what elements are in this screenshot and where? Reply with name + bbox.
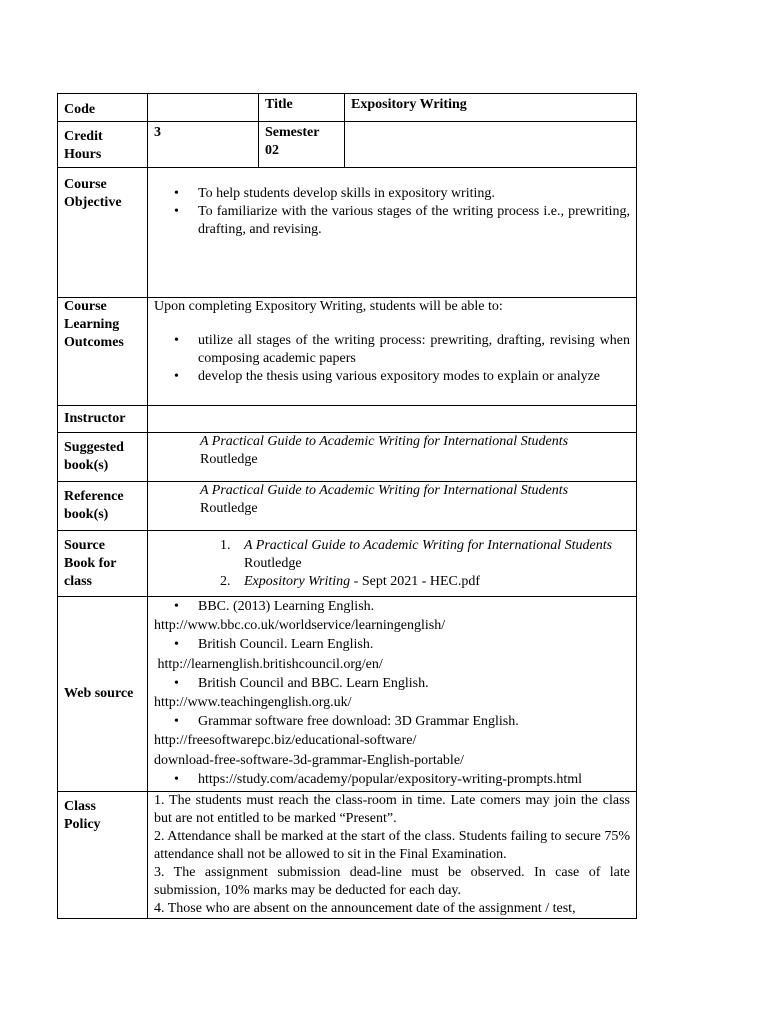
- bullet-icon: •: [174, 599, 179, 614]
- suggested-books-content: [148, 433, 637, 482]
- outcomes-label-line2: Learning: [64, 317, 120, 332]
- row-class-policy: [58, 792, 637, 919]
- source-book-list: [154, 537, 630, 591]
- instructor-label: Instructor: [58, 406, 148, 433]
- row-reference-books: [58, 482, 637, 531]
- row-instructor: [58, 406, 637, 433]
- source-label-line1: Source: [64, 538, 105, 553]
- credit-label-line2: Hours: [64, 147, 102, 162]
- policy-item: 4. Those who are absent on the announcement date of the assignment / test,: [154, 901, 576, 917]
- source-books-label: [58, 531, 148, 597]
- class-policy-label: [58, 792, 148, 919]
- learning-outcomes-content: [148, 298, 637, 406]
- suggested-book-publisher: Routledge: [200, 452, 258, 467]
- policy-item: 1. The students must reach the class-room in time. Late comers may join the class but are not entitled to be marked “Present”.: [154, 793, 630, 827]
- semester-label-line1: Semester: [265, 125, 320, 140]
- source-book-title: A Practical Guide to Academic Writing for International Students: [244, 538, 613, 553]
- policy-label-line1: Class: [64, 799, 96, 815]
- web-source-text[interactable]: https://study.com/academy/popular/expository-writing-prompts.html: [198, 771, 583, 787]
- objective-label-line2: Objective: [64, 195, 122, 210]
- row-course-objective: [58, 168, 637, 298]
- row-learning-outcomes: [58, 298, 637, 406]
- web-source-item: [154, 712, 630, 731]
- objective-label-line1: Course: [64, 177, 107, 192]
- title-value: Expository Writing: [345, 94, 637, 122]
- outcome-item: • utilize all stages of the writing process: prewriting, drafting, revising when composing academic papers: [198, 332, 630, 368]
- web-source-text: Grammar software free download: 3D Grammar English.: [198, 714, 519, 730]
- objective-item: • To familiarize with the various stages of the writing process i.e., prewriting, drafting, and revising.: [198, 203, 630, 239]
- suggested-book-title: A Practical Guide to Academic Writing for International Students: [200, 434, 569, 449]
- web-source-url[interactable]: http://freesoftwarepc.biz/educational-software/: [154, 733, 417, 749]
- reference-book-title: A Practical Guide to Academic Writing for International Students: [200, 483, 569, 498]
- web-source-item: [154, 770, 630, 789]
- source-book-number: 1.: [220, 538, 231, 553]
- web-source-label: Web source: [58, 597, 148, 792]
- web-source-text: British Council. Learn English.: [198, 637, 374, 653]
- source-book-item: [220, 573, 630, 591]
- objective-item: • To help students develop skills in expository writing.: [198, 185, 630, 203]
- semester-value: [345, 122, 637, 168]
- credit-label-line1: Credit: [64, 129, 103, 144]
- instructor-value: [148, 406, 637, 433]
- suggested-label-line1: Suggested: [64, 440, 124, 455]
- web-source-url-continued[interactable]: download-free-software-3d-grammar-English-portable/: [154, 752, 464, 768]
- web-source-url[interactable]: http://www.teachingenglish.org.uk/: [154, 695, 352, 711]
- suggested-label-line2: book(s): [64, 458, 109, 473]
- web-source-item: [154, 674, 630, 693]
- web-source-url[interactable]: http://learnenglish.britishcouncil.org/en/: [154, 656, 383, 672]
- web-source-text: British Council and BBC. Learn English.: [198, 675, 429, 691]
- row-web-source: [58, 597, 637, 792]
- bullet-icon: •: [174, 637, 179, 653]
- web-source-content: [148, 597, 637, 792]
- web-source-item: [154, 597, 630, 616]
- code-label: Code: [58, 94, 148, 122]
- web-source-text: BBC. (2013) Learning English.: [198, 599, 375, 614]
- outcome-item: • develop the thesis using various expository modes to explain or analyze: [198, 368, 630, 386]
- code-value: [148, 94, 259, 122]
- source-books-content: [148, 531, 637, 597]
- outcomes-list: [154, 332, 630, 386]
- web-source-item: [154, 635, 630, 654]
- semester-label: [259, 122, 345, 168]
- policy-label-line2: Policy: [64, 817, 101, 833]
- policy-item: 2. Attendance shall be marked at the start of the class. Students failing to secure 75% attendance shall not be allowed to sit in the Final Examination.: [154, 829, 630, 863]
- reference-label-line2: book(s): [64, 507, 109, 522]
- credit-hours-label: [58, 122, 148, 168]
- row-credit-hours: [58, 122, 637, 168]
- source-book-rest: - Sept 2021 - HEC.pdf: [350, 574, 481, 589]
- row-source-books: [58, 531, 637, 597]
- outcomes-label-line1: Course: [64, 299, 107, 314]
- web-source-url[interactable]: http://www.bbc.co.uk/worldservice/learningenglish/: [154, 618, 446, 634]
- course-outline-table: [57, 93, 637, 919]
- course-objective-content: [148, 168, 637, 298]
- reference-books-label: [58, 482, 148, 531]
- credit-hours-value: 3: [148, 122, 259, 168]
- objective-list: [154, 185, 630, 239]
- source-label-line2: Book for: [64, 556, 117, 571]
- source-book-rest: Routledge: [244, 556, 302, 571]
- source-book-number: 2.: [220, 574, 231, 589]
- bullet-icon: •: [174, 675, 179, 691]
- reference-book-publisher: Routledge: [200, 501, 258, 516]
- row-code: [58, 94, 637, 122]
- bullet-icon: •: [174, 714, 179, 730]
- bullet-icon: •: [174, 771, 179, 787]
- row-suggested-books: [58, 433, 637, 482]
- source-book-title: Expository Writing: [244, 574, 351, 589]
- source-label-line3: class: [64, 574, 92, 589]
- reference-label-line1: Reference: [64, 489, 124, 504]
- semester-label-line2: 02: [265, 143, 279, 158]
- suggested-books-label: [58, 433, 148, 482]
- learning-outcomes-label: [58, 298, 148, 406]
- outcomes-label-line3: Outcomes: [64, 335, 124, 350]
- reference-books-content: [148, 482, 637, 531]
- source-book-item: [220, 537, 630, 573]
- class-policy-content: [148, 792, 637, 919]
- policy-item: 3. The assignment submission dead-line must be observed. In case of late submission, 10% marks may be deducted for each day.: [154, 865, 630, 899]
- course-objective-label: [58, 168, 148, 298]
- title-label: Title: [259, 94, 345, 122]
- outcomes-intro: Upon completing Expository Writing, students will be able to:: [154, 299, 503, 314]
